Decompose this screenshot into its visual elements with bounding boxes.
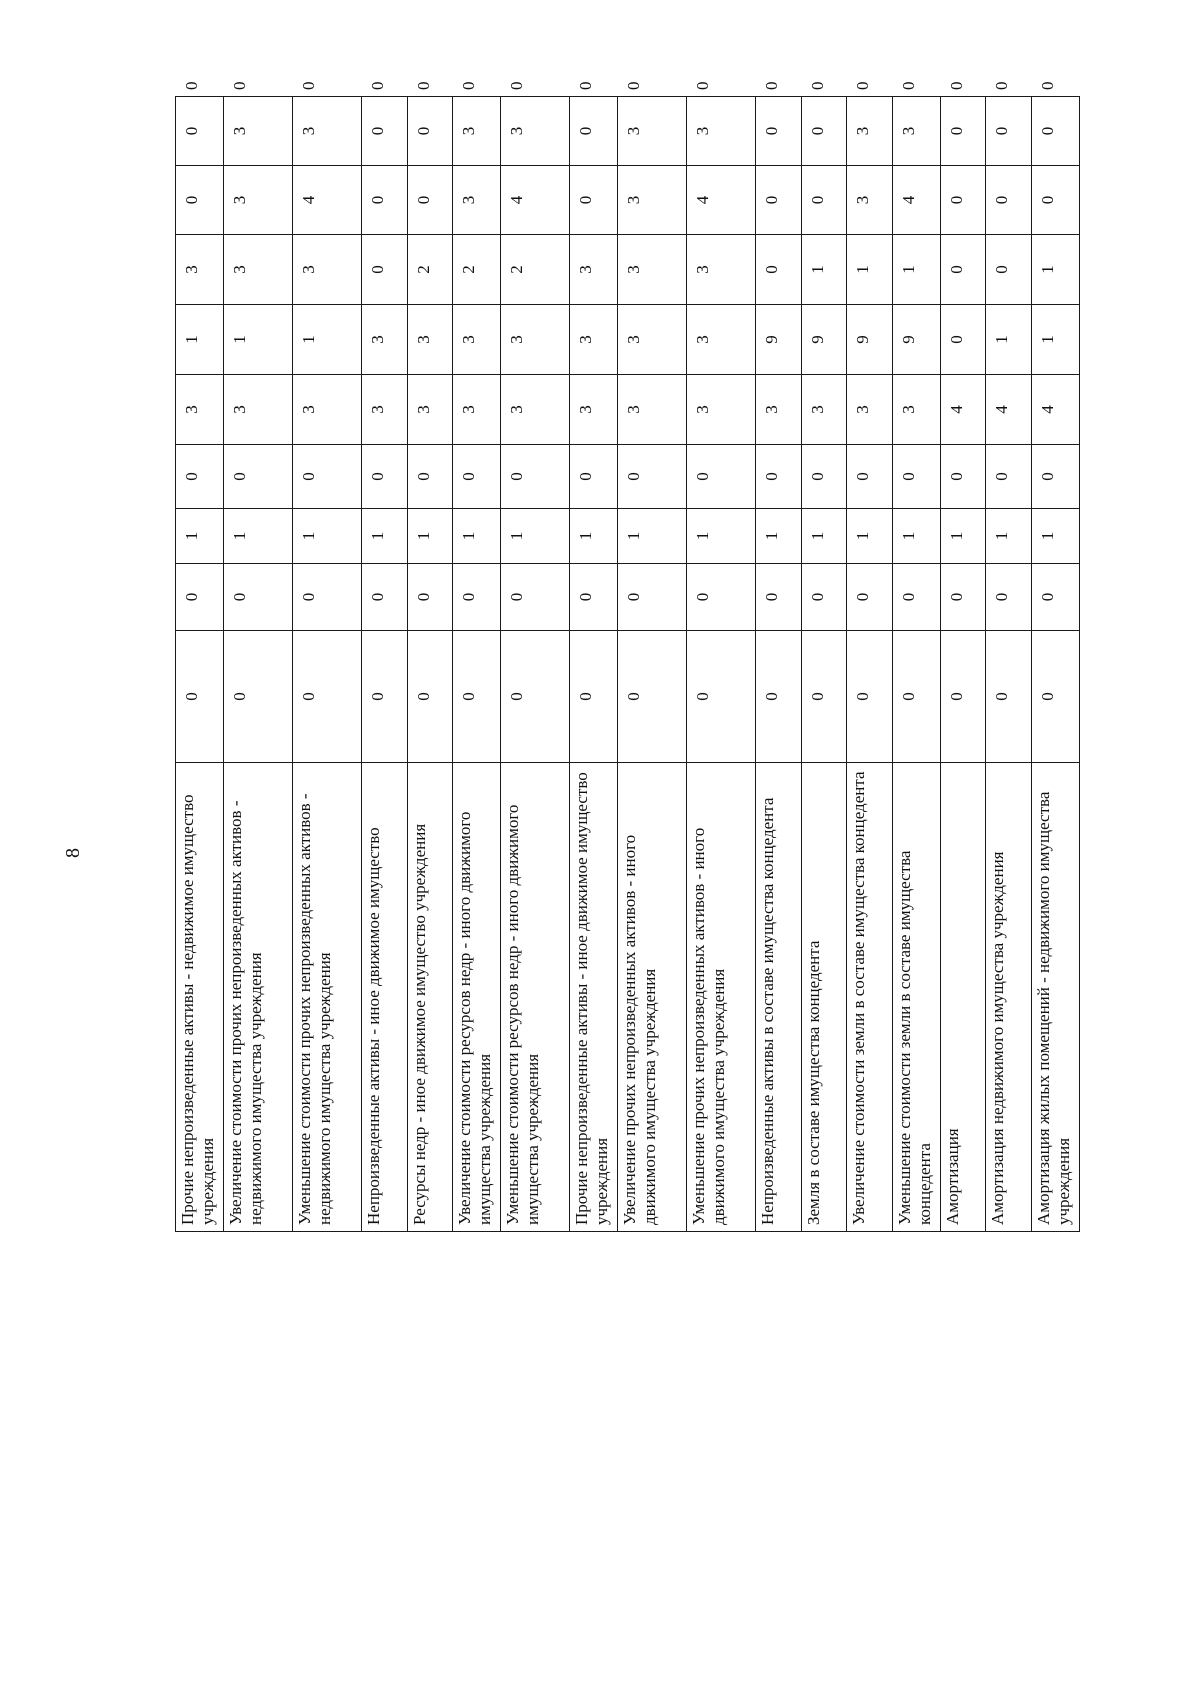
code-digit-cell: 3 [292, 97, 361, 166]
code-digit-cell: 3 [570, 235, 618, 305]
code-digit-cell: 3 [223, 166, 292, 235]
code-digit-cell: 0 [686, 564, 755, 631]
code-digit-cell: 0 [1032, 564, 1080, 631]
code-digit-cell: 0 [617, 564, 686, 631]
code-digit-cell: 0 [986, 445, 1032, 509]
code-digit-cell: 1 [686, 509, 755, 564]
code-digit-cell: 0 [686, 631, 755, 763]
table-row: Уменьшение стоимости прочих непроизведенных активов - недвижимого имущества учреждения 0 0 1 0 3 1 3 4 3 0 [292, 97, 361, 1232]
code-digit-cell: 0 [223, 564, 292, 631]
code-digit-cell: 0 [453, 564, 501, 631]
code-digit-cell: 1 [1032, 305, 1080, 375]
code-digit-cell: 3 [617, 97, 686, 166]
code-digit-cell: 0 [407, 631, 453, 763]
code-digit-cell: 3 [686, 235, 755, 305]
account-name-cell: Амортизация [940, 763, 986, 1232]
code-digit-cell: 3 [176, 375, 224, 445]
rotated-table-container [175, 81, 1080, 1232]
account-name-cell: Увеличение стоимости прочих непроизведенных активов - недвижимого имущества учреждения [223, 763, 292, 1232]
code-digit-cell: 4 [501, 166, 570, 235]
code-digit-cell: 1 [501, 509, 570, 564]
code-digit-cell: 0 [986, 166, 1032, 235]
table-row: Амортизация жилых помещений - недвижимого имущества учреждения 0 0 1 0 4 1 1 0 0 0 [1032, 97, 1080, 1232]
table-row: Непроизведенные активы - иное движимое имущество 0 0 1 0 3 3 0 0 0 0 [361, 97, 407, 1232]
code-digit-cell: 0 [617, 445, 686, 509]
code-digit-cell: 1 [801, 235, 847, 305]
table-row: Прочие непроизведенные активы - иное движимое имущество учреждения 0 0 1 0 3 3 3 0 0 0 [570, 97, 618, 1232]
code-digit-cell: 3 [453, 97, 501, 166]
code-digit-cell: 1 [847, 235, 893, 305]
code-digit-cell: 3 [223, 375, 292, 445]
code-digit-cell: 3 [617, 235, 686, 305]
code-digit-cell: 0 [940, 445, 986, 509]
code-digit-cell: 0 [501, 631, 570, 763]
code-digit-cell: 0 [176, 97, 224, 166]
code-digit-cell: 3 [407, 375, 453, 445]
code-digit-cell: 1 [361, 509, 407, 564]
code-digit-cell: 3 [892, 97, 940, 166]
code-digit-cell: 1 [755, 509, 801, 564]
code-digit-cell: 1 [892, 509, 940, 564]
account-name-cell: Уменьшение прочих непроизведенных активов - иного движимого имущества учреждения [686, 763, 755, 1232]
code-digit-cell: 0 [755, 166, 801, 235]
code-digit-cell: 1 [176, 509, 224, 564]
account-name-cell: Ресурсы недр - иное движимое имущество учреждения [407, 763, 453, 1232]
code-digit-cell: 0 [453, 445, 501, 509]
code-digit-cell: 0 [755, 564, 801, 631]
code-digit-cell: 0 [940, 97, 986, 166]
table-row: Земля в составе имущества концедента 0 0 1 0 3 9 1 0 0 0 [801, 97, 847, 1232]
code-digit-cell: 0 [407, 166, 453, 235]
code-digit-cell: 3 [617, 305, 686, 375]
code-digit-cell: 0 [1032, 445, 1080, 509]
code-digit-cell: 0 [1032, 631, 1080, 763]
code-digit-cell: 1 [940, 509, 986, 564]
account-name-cell: Уменьшение стоимости ресурсов недр - иного движимого имущества учреждения [501, 763, 570, 1232]
code-digit-cell: 3 [617, 166, 686, 235]
code-digit-cell: 0 [407, 564, 453, 631]
code-digit-cell: 0 [755, 235, 801, 305]
code-digit-cell: 1 [892, 235, 940, 305]
code-digit-cell: 0 [940, 305, 986, 375]
account-name-cell: Увеличение стоимости земли в составе имущества концедента [847, 763, 893, 1232]
table-row: Увеличение стоимости земли в составе имущества концедента 0 0 1 0 3 9 1 3 3 0 [847, 97, 893, 1232]
code-digit-cell: 1 [986, 305, 1032, 375]
table-row: Увеличение стоимости прочих непроизведенных активов - недвижимого имущества учреждения 0 0 1 0 3 1 3 3 3 0 [223, 97, 292, 1232]
table-row: Уменьшение стоимости земли в составе имущества концедента 0 0 1 0 3 9 1 4 3 0 [892, 97, 940, 1232]
code-digit-cell: 1 [617, 509, 686, 564]
code-digit-cell: 0 [940, 564, 986, 631]
code-digit-cell: 3 [755, 375, 801, 445]
code-digit-cell: 0 [292, 445, 361, 509]
code-digit-cell: 0 [801, 564, 847, 631]
code-digit-cell: 0 [801, 97, 847, 166]
code-digit-cell: 0 [223, 631, 292, 763]
account-name-cell: Увеличение стоимости ресурсов недр - иного движимого имущества учреждения [453, 763, 501, 1232]
code-digit-cell: 0 [847, 445, 893, 509]
code-digit-cell: 0 [940, 631, 986, 763]
account-name-cell: Прочие непроизведенные активы - иное движимое имущество учреждения [570, 763, 618, 1232]
code-digit-cell: 0 [755, 445, 801, 509]
account-name-cell: Земля в составе имущества концедента [801, 763, 847, 1232]
account-name-cell: Уменьшение стоимости прочих непроизведенных активов - недвижимого имущества учреждения [292, 763, 361, 1232]
code-digit-cell: 0 [361, 235, 407, 305]
code-digit-cell: 3 [686, 375, 755, 445]
table-row: Уменьшение стоимости ресурсов недр - иного движимого имущества учреждения 0 0 1 0 3 3 2 4 3 0 [501, 97, 570, 1232]
code-digit-cell: 1 [1032, 509, 1080, 564]
code-digit-cell: 3 [292, 235, 361, 305]
code-digit-cell: 0 [570, 631, 618, 763]
table-row: Непроизведенные активы в составе имущества концедента 0 0 1 0 3 9 0 0 0 0 [755, 97, 801, 1232]
code-digit-cell: 0 [407, 97, 453, 166]
code-digit-cell: 0 [801, 631, 847, 763]
code-digit-cell: 0 [570, 564, 618, 631]
code-digit-cell: 3 [892, 375, 940, 445]
code-digit-cell: 0 [223, 445, 292, 509]
code-digit-cell: 0 [176, 166, 224, 235]
code-digit-cell: 4 [892, 166, 940, 235]
code-digit-cell: 3 [453, 375, 501, 445]
code-digit-cell: 9 [847, 305, 893, 375]
code-digit-cell: 0 [453, 631, 501, 763]
code-digit-cell: 0 [361, 445, 407, 509]
code-digit-cell: 0 [570, 445, 618, 509]
code-digit-cell: 3 [407, 305, 453, 375]
code-digit-cell: 0 [755, 631, 801, 763]
code-digit-cell: 0 [501, 564, 570, 631]
table-row: Прочие непроизведенные активы - недвижимое имущество учреждения 0 0 1 0 3 1 3 0 0 0 [176, 97, 224, 1232]
code-digit-cell: 0 [847, 564, 893, 631]
code-digit-cell: 0 [1032, 97, 1080, 166]
table-row: Увеличение стоимости ресурсов недр - иного движимого имущества учреждения 0 0 1 0 3 3 2 3 3 0 [453, 97, 501, 1232]
code-digit-cell: 0 [292, 564, 361, 631]
code-digit-cell: 0 [1032, 166, 1080, 235]
code-digit-cell: 4 [686, 166, 755, 235]
code-digit-cell: 1 [176, 305, 224, 375]
code-digit-cell: 4 [1032, 375, 1080, 445]
account-name-cell: Непроизведенные активы в составе имущества концедента [755, 763, 801, 1232]
code-digit-cell: 4 [986, 375, 1032, 445]
code-digit-cell: 0 [892, 564, 940, 631]
code-digit-cell: 9 [892, 305, 940, 375]
code-digit-cell: 0 [986, 97, 1032, 166]
table-row: Амортизация недвижимого имущества учреждения 0 0 1 0 4 1 0 0 0 0 [986, 97, 1032, 1232]
code-digit-cell: 0 [801, 166, 847, 235]
code-digit-cell: 0 [892, 445, 940, 509]
code-digit-cell: 3 [801, 375, 847, 445]
code-digit-cell: 0 [686, 445, 755, 509]
code-digit-cell: 4 [940, 375, 986, 445]
code-digit-cell: 3 [686, 305, 755, 375]
code-digit-cell: 1 [292, 305, 361, 375]
code-digit-cell: 0 [361, 97, 407, 166]
code-digit-cell: 0 [755, 97, 801, 166]
accounts-table [175, 81, 1080, 1232]
code-digit-cell: 3 [570, 305, 618, 375]
code-digit-cell: 9 [755, 305, 801, 375]
code-digit-cell: 3 [570, 375, 618, 445]
code-digit-cell: 0 [986, 564, 1032, 631]
code-digit-cell: 1 [292, 509, 361, 564]
code-digit-cell: 3 [453, 305, 501, 375]
code-digit-cell: 3 [686, 97, 755, 166]
table-row: Ресурсы недр - иное движимое имущество учреждения 0 0 1 0 3 3 2 0 0 0 [407, 97, 453, 1232]
account-name-cell: Амортизация недвижимого имущества учреждения [986, 763, 1032, 1232]
code-digit-cell: 0 [617, 631, 686, 763]
code-digit-cell: 0 [892, 631, 940, 763]
code-digit-cell: 4 [292, 166, 361, 235]
account-name-cell: Увеличение прочих непроизведенных активов - иного движимого имущества учреждения [617, 763, 686, 1232]
code-digit-cell: 2 [407, 235, 453, 305]
code-digit-cell: 3 [361, 375, 407, 445]
code-digit-cell: 1 [986, 509, 1032, 564]
code-digit-cell: 0 [570, 166, 618, 235]
code-digit-cell: 0 [986, 631, 1032, 763]
code-digit-cell: 0 [801, 445, 847, 509]
code-digit-cell: 3 [501, 375, 570, 445]
code-digit-cell: 3 [176, 235, 224, 305]
code-digit-cell: 1 [570, 509, 618, 564]
account-name-cell: Непроизведенные активы - иное движимое имущество [361, 763, 407, 1232]
code-digit-cell: 1 [847, 509, 893, 564]
code-digit-cell: 2 [453, 235, 501, 305]
code-digit-cell: 0 [361, 631, 407, 763]
code-digit-cell: 0 [361, 564, 407, 631]
code-digit-cell: 1 [223, 305, 292, 375]
code-digit-cell: 3 [292, 375, 361, 445]
account-name-cell: Уменьшение стоимости земли в составе имущества концедента [892, 763, 940, 1232]
code-digit-cell: 9 [801, 305, 847, 375]
account-name-cell: Прочие непроизведенные активы - недвижимое имущество учреждения [176, 763, 224, 1232]
code-digit-cell: 1 [453, 509, 501, 564]
code-digit-cell: 0 [292, 631, 361, 763]
code-digit-cell: 1 [223, 509, 292, 564]
code-digit-cell: 0 [501, 445, 570, 509]
code-digit-cell: 3 [223, 235, 292, 305]
code-digit-cell: 1 [801, 509, 847, 564]
code-digit-cell: 1 [407, 509, 453, 564]
table-row: Амортизация 0 0 1 0 4 0 0 0 0 0 [940, 97, 986, 1232]
code-digit-cell: 0 [407, 445, 453, 509]
code-digit-cell: 0 [940, 166, 986, 235]
code-digit-cell: 3 [847, 166, 893, 235]
code-digit-cell: 0 [176, 564, 224, 631]
code-digit-cell: 0 [361, 166, 407, 235]
code-digit-cell: 1 [1032, 235, 1080, 305]
code-digit-cell: 0 [176, 631, 224, 763]
account-name-cell: Амортизация жилых помещений - недвижимого имущества учреждения [1032, 763, 1080, 1232]
code-digit-cell: 3 [617, 375, 686, 445]
code-digit-cell: 2 [501, 235, 570, 305]
code-digit-cell: 3 [501, 97, 570, 166]
code-digit-cell: 3 [223, 97, 292, 166]
code-digit-cell: 0 [570, 97, 618, 166]
code-digit-cell: 3 [847, 375, 893, 445]
code-digit-cell: 3 [361, 305, 407, 375]
code-digit-cell: 0 [847, 631, 893, 763]
code-digit-cell: 0 [940, 235, 986, 305]
code-digit-cell: 0 [986, 235, 1032, 305]
code-digit-cell: 3 [847, 97, 893, 166]
page-number: 8 [62, 848, 84, 858]
code-digit-cell: 3 [501, 305, 570, 375]
code-digit-cell: 0 [176, 445, 224, 509]
table-row: Уменьшение прочих непроизведенных активов - иного движимого имущества учреждения 0 0 1 0 3 3 3 4 3 0 [686, 97, 755, 1232]
code-digit-cell: 3 [453, 166, 501, 235]
table-row: Увеличение прочих непроизведенных активов - иного движимого имущества учреждения 0 0 1 0 3 3 3 3 3 0 [617, 97, 686, 1232]
